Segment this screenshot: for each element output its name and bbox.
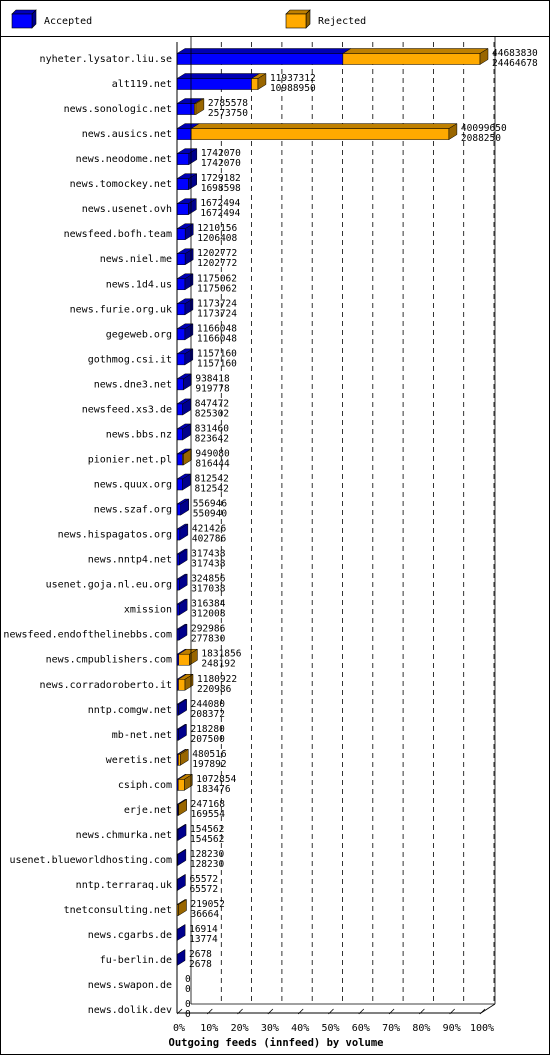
category-label: news.hispagatos.org xyxy=(57,529,172,541)
value-label-total: 812542 xyxy=(194,473,229,485)
category-label: news.dne3.net xyxy=(93,379,172,391)
value-label-accepted: 248192 xyxy=(201,658,236,670)
value-label-total: 421426 xyxy=(191,523,227,535)
value-label-total: 949080 xyxy=(195,448,230,460)
x-tick-label: 40% xyxy=(291,1023,310,1034)
value-label-accepted: 317438 xyxy=(191,558,226,570)
value-label-total: 556946 xyxy=(192,498,228,510)
value-label-accepted: 277830 xyxy=(190,633,226,645)
value-label-total: 219052 xyxy=(190,899,225,911)
bar-accepted xyxy=(177,279,185,290)
value-label-accepted: 1175062 xyxy=(196,283,238,295)
value-label-total: 1173724 xyxy=(196,298,238,310)
value-label-total: 247168 xyxy=(190,798,226,810)
category-label: mb-net.net xyxy=(111,729,172,741)
value-label-total: 1672494 xyxy=(200,198,241,210)
category-label: gegeweb.org xyxy=(105,329,172,341)
value-label-total: 1072854 xyxy=(196,773,237,785)
bar-accepted-top xyxy=(177,49,351,54)
category-label: usenet.blueworldhosting.com xyxy=(9,854,172,866)
value-label-total: 11937312 xyxy=(269,73,316,85)
value-label-accepted: 823642 xyxy=(194,433,229,445)
category-label: news.szaf.org xyxy=(93,504,172,516)
bar-rejected xyxy=(179,654,190,665)
category-label: newsfeed.bofh.team xyxy=(63,229,172,241)
category-label: news.tomockey.net xyxy=(69,179,172,191)
bar-accepted xyxy=(177,154,189,165)
value-label-total: 2678 xyxy=(189,949,212,961)
value-label-accepted: 208372 xyxy=(190,708,225,720)
value-label-total: 1202772 xyxy=(197,248,238,260)
x-tick-label: 0% xyxy=(172,1023,186,1034)
value-label-accepted: 550940 xyxy=(192,508,228,520)
bar-accepted xyxy=(177,79,252,90)
value-label-accepted: 0 xyxy=(185,1009,191,1021)
category-label: news.sonologic.net xyxy=(63,104,172,116)
category-label: nntp.terraraq.uk xyxy=(75,879,172,891)
category-label: pionier.net.pl xyxy=(87,454,172,466)
category-label: xmission xyxy=(123,604,172,616)
value-label-accepted: 312008 xyxy=(191,608,226,620)
value-label-total: 831460 xyxy=(194,423,229,435)
legend-swatch xyxy=(12,14,32,28)
category-label: gothmog.csi.it xyxy=(87,354,172,366)
category-label: news.quux.org xyxy=(93,479,172,491)
bar-accepted xyxy=(177,179,189,190)
value-label-accepted: 1742070 xyxy=(200,158,241,170)
value-label-total: 40099650 xyxy=(460,123,507,135)
value-label-total: 1831856 xyxy=(201,648,242,660)
value-label-accepted: 402786 xyxy=(191,533,227,545)
value-label-total: 154562 xyxy=(190,823,225,835)
legend-swatch xyxy=(286,14,306,28)
value-label-accepted: 1698598 xyxy=(200,183,241,195)
bar-accepted xyxy=(177,54,343,65)
bar-accepted xyxy=(177,404,183,415)
bar-accepted xyxy=(177,104,194,115)
category-label: news.ausics.net xyxy=(81,129,172,141)
value-label-total: 1742070 xyxy=(200,148,241,160)
value-label-accepted: 13774 xyxy=(189,934,218,946)
value-label-accepted: 207500 xyxy=(190,733,225,745)
category-label: news.cmpublishers.com xyxy=(45,654,172,666)
value-label-accepted: 169554 xyxy=(190,808,226,820)
bar-rejected-top xyxy=(191,124,457,129)
bar-accepted xyxy=(177,129,191,140)
bar-rejected xyxy=(343,54,480,65)
value-label-accepted: 1173724 xyxy=(196,308,238,320)
value-label-accepted: 1206408 xyxy=(197,233,238,245)
value-label-total: 128230 xyxy=(189,848,225,860)
value-label-total: 292986 xyxy=(190,623,226,635)
x-tick-label: 90% xyxy=(442,1023,461,1034)
bar-accepted xyxy=(177,504,181,515)
category-label: tnetconsulting.net xyxy=(63,905,172,917)
value-label-total: 1729182 xyxy=(200,173,241,185)
value-label-accepted: 317038 xyxy=(191,583,226,595)
value-label-total: 44683830 xyxy=(492,48,538,59)
x-tick-label: 60% xyxy=(351,1023,370,1034)
value-label-accepted: 2573750 xyxy=(207,108,248,120)
x-tick-label: 20% xyxy=(230,1023,249,1034)
value-label-total: 1166048 xyxy=(196,323,237,335)
x-tick-label: 50% xyxy=(321,1023,340,1034)
value-label-total: 1157160 xyxy=(196,348,237,360)
x-axis-title: Outgoing feeds (innfeed) by volume xyxy=(168,1037,384,1049)
category-label: news.swapon.de xyxy=(87,980,172,992)
bar-rejected-top xyxy=(343,49,488,54)
bar-accepted xyxy=(177,354,185,365)
x-tick-label: 80% xyxy=(412,1023,431,1034)
category-label: nntp.comgw.net xyxy=(87,704,172,716)
bar-rejected xyxy=(178,679,185,690)
category-label: news.niel.me xyxy=(99,254,172,266)
bar-accepted xyxy=(177,479,183,490)
value-label-accepted: 220986 xyxy=(197,683,232,695)
category-label: news.cgarbs.de xyxy=(87,930,172,942)
bar-rejected xyxy=(178,779,184,790)
value-label-accepted: 128230 xyxy=(189,858,225,870)
value-label-accepted: 919778 xyxy=(195,383,230,395)
category-label: news.bbs.nz xyxy=(105,429,172,441)
value-label-total: 0 xyxy=(185,974,191,986)
category-label: newsfeed.endofthelinebbs.com xyxy=(3,629,172,641)
value-label-accepted: 183476 xyxy=(196,783,231,795)
bar-accepted xyxy=(177,454,183,465)
value-label-accepted: 24464678 xyxy=(492,58,538,69)
value-label-total: 317438 xyxy=(191,548,226,560)
value-label-total: 16914 xyxy=(189,924,218,936)
value-label-accepted: 0 xyxy=(185,984,191,996)
value-label-accepted: 36664 xyxy=(190,909,220,921)
x-tick-label: 70% xyxy=(382,1023,401,1034)
bar-rejected xyxy=(178,754,180,765)
value-label-total: 65572 xyxy=(189,873,219,885)
value-label-total: 218280 xyxy=(190,723,225,735)
category-label: news.usenet.ovh xyxy=(81,204,172,216)
value-label-accepted: 1157160 xyxy=(196,358,237,370)
category-label: nyheter.lysator.liu.se xyxy=(39,54,172,65)
value-label-total: 1175062 xyxy=(196,273,238,285)
x-tick-label: 100% xyxy=(469,1023,495,1034)
legend-label: Accepted xyxy=(44,16,93,27)
category-label: news.1d4.us xyxy=(105,279,172,291)
value-label-total: 0 xyxy=(185,999,191,1011)
value-label-accepted: 825302 xyxy=(194,408,230,420)
bar-accepted xyxy=(177,229,185,240)
category-label: weretis.net xyxy=(105,754,172,766)
value-label-total: 244080 xyxy=(190,698,225,710)
category-label: erje.net xyxy=(123,804,172,816)
category-label: news.dolik.dev xyxy=(87,1005,172,1017)
bar-accepted-top xyxy=(177,74,260,79)
category-label: fu-berlin.de xyxy=(99,955,172,967)
value-label-accepted: 812542 xyxy=(194,483,229,495)
value-label-accepted: 10988950 xyxy=(269,83,316,95)
value-label-total: 938418 xyxy=(195,373,230,385)
bar-accepted xyxy=(177,304,185,315)
value-label-accepted: 2678 xyxy=(189,959,212,971)
category-label: news.chmurka.net xyxy=(75,829,172,841)
value-label-total: 324856 xyxy=(191,573,226,585)
bar-accepted xyxy=(177,204,188,215)
value-label-total: 1210156 xyxy=(197,223,238,235)
bar-accepted xyxy=(177,379,183,390)
value-label-total: 2785578 xyxy=(207,98,248,110)
category-label: alt119.net xyxy=(111,79,172,91)
value-label-accepted: 1202772 xyxy=(197,258,238,270)
value-label-total: 847472 xyxy=(194,398,230,410)
bar-accepted xyxy=(177,254,185,265)
value-label-accepted: 154562 xyxy=(190,833,225,845)
category-label: csiph.com xyxy=(117,779,172,791)
value-label-total: 1180922 xyxy=(197,673,238,685)
value-label-accepted: 65572 xyxy=(189,883,219,895)
category-label: newsfeed.xs3.de xyxy=(81,404,172,416)
category-label: news.furie.org.uk xyxy=(69,304,172,316)
category-label: news.nntp4.net xyxy=(87,554,172,566)
value-label-total: 480516 xyxy=(192,748,227,760)
category-label: usenet.goja.nl.eu.org xyxy=(45,579,172,591)
value-label-accepted: 2088250 xyxy=(460,133,501,145)
value-label-accepted: 816444 xyxy=(195,458,230,470)
bar-accepted xyxy=(177,329,185,340)
bar-rejected xyxy=(252,79,258,90)
x-tick-label: 10% xyxy=(200,1023,219,1034)
value-label-accepted: 197892 xyxy=(192,758,227,770)
value-label-accepted: 1166048 xyxy=(196,333,237,345)
value-label-accepted: 1672494 xyxy=(200,208,241,220)
legend-label: Rejected xyxy=(318,16,367,27)
x-tick-label: 30% xyxy=(260,1023,279,1034)
bar-rejected xyxy=(191,129,449,140)
bar-accepted xyxy=(177,429,183,440)
category-label: news.neodome.net xyxy=(75,154,172,166)
value-label-total: 316384 xyxy=(191,598,226,610)
category-label: news.corradoroberto.it xyxy=(39,679,172,691)
